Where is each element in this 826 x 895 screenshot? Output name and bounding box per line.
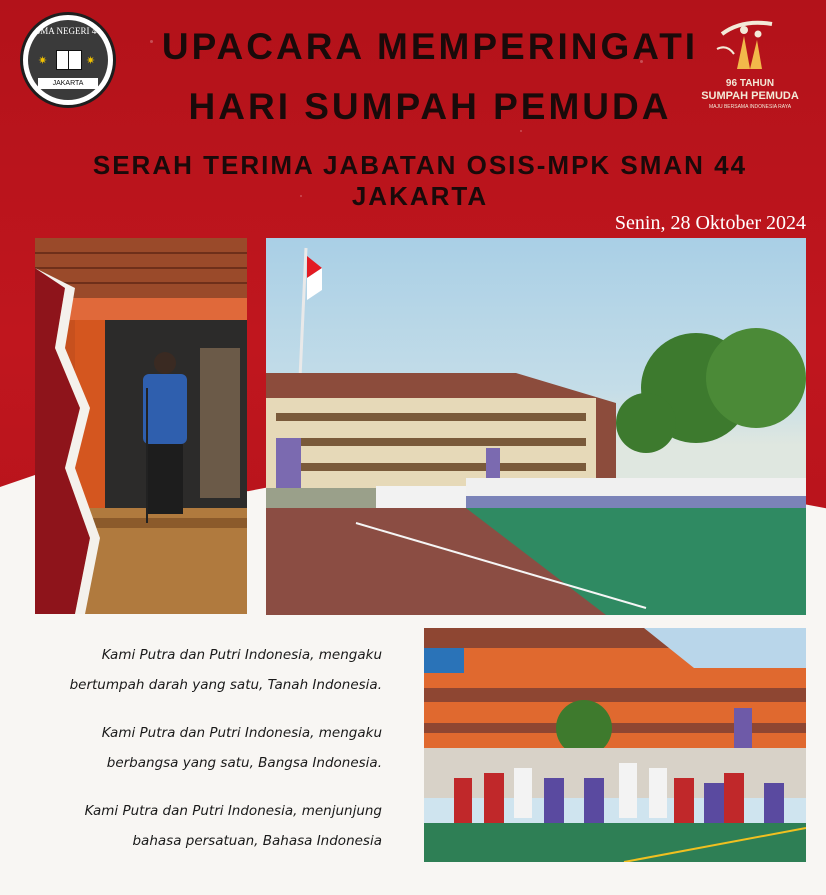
photo-students — [424, 628, 806, 862]
logo-banner: JAKARTA — [38, 78, 98, 89]
book-icon — [56, 50, 82, 70]
oath-line: berbangsa yang satu, Bangsa Indonesia. — [106, 755, 382, 771]
students-photo-illustration — [424, 628, 806, 862]
ceremony-photo-illustration — [266, 238, 806, 615]
speaker-photo-illustration — [35, 238, 247, 614]
event-date: Senin, 28 Oktober 2024 — [614, 212, 806, 234]
oath-line: Kami Putra dan Putri Indonesia, menjunjung — [84, 803, 382, 819]
oath-paragraph-3 — [85, 796, 382, 856]
title-line-2: HARI SUMPAH PEMUDA — [188, 86, 672, 127]
anniversary-tagline: MAJU BERSAMA INDONESIA RAYA — [708, 104, 792, 110]
star-icon: ✷ — [38, 54, 48, 67]
oath-line: Kami Putra dan Putri Indonesia, mengaku — [101, 725, 382, 741]
oath-line: Kami Putra dan Putri Indonesia, mengaku — [101, 647, 382, 663]
paper-speck — [520, 130, 522, 132]
title-line-1: UPACARA MEMPERINGATI — [161, 26, 699, 67]
oath-line: bertumpah darah yang satu, Tanah Indonesia. — [69, 677, 382, 693]
anniversary-emblem-icon — [712, 14, 782, 74]
logo-school-name: SMA NEGERI 44 — [35, 26, 101, 36]
oath-paragraph-1 — [70, 640, 382, 700]
photo-speaker — [35, 238, 247, 614]
photo-ceremony-wide — [266, 238, 806, 615]
logo-emblem — [28, 20, 108, 100]
anniversary-years: 96 TAHUN — [725, 78, 775, 89]
anniversary-name: SUMPAH PEMUDA — [701, 90, 799, 102]
subtitle: SERAH TERIMA JABATAN OSIS-MPK SMAN 44 JAKARTA — [92, 150, 748, 211]
school-logo — [20, 12, 116, 108]
oath-paragraph-2 — [102, 718, 382, 778]
star-icon: ✷ — [86, 54, 96, 67]
oath-line: bahasa persatuan, Bahasa Indonesia — [132, 833, 382, 849]
sumpah-pemuda-logo — [690, 8, 810, 118]
